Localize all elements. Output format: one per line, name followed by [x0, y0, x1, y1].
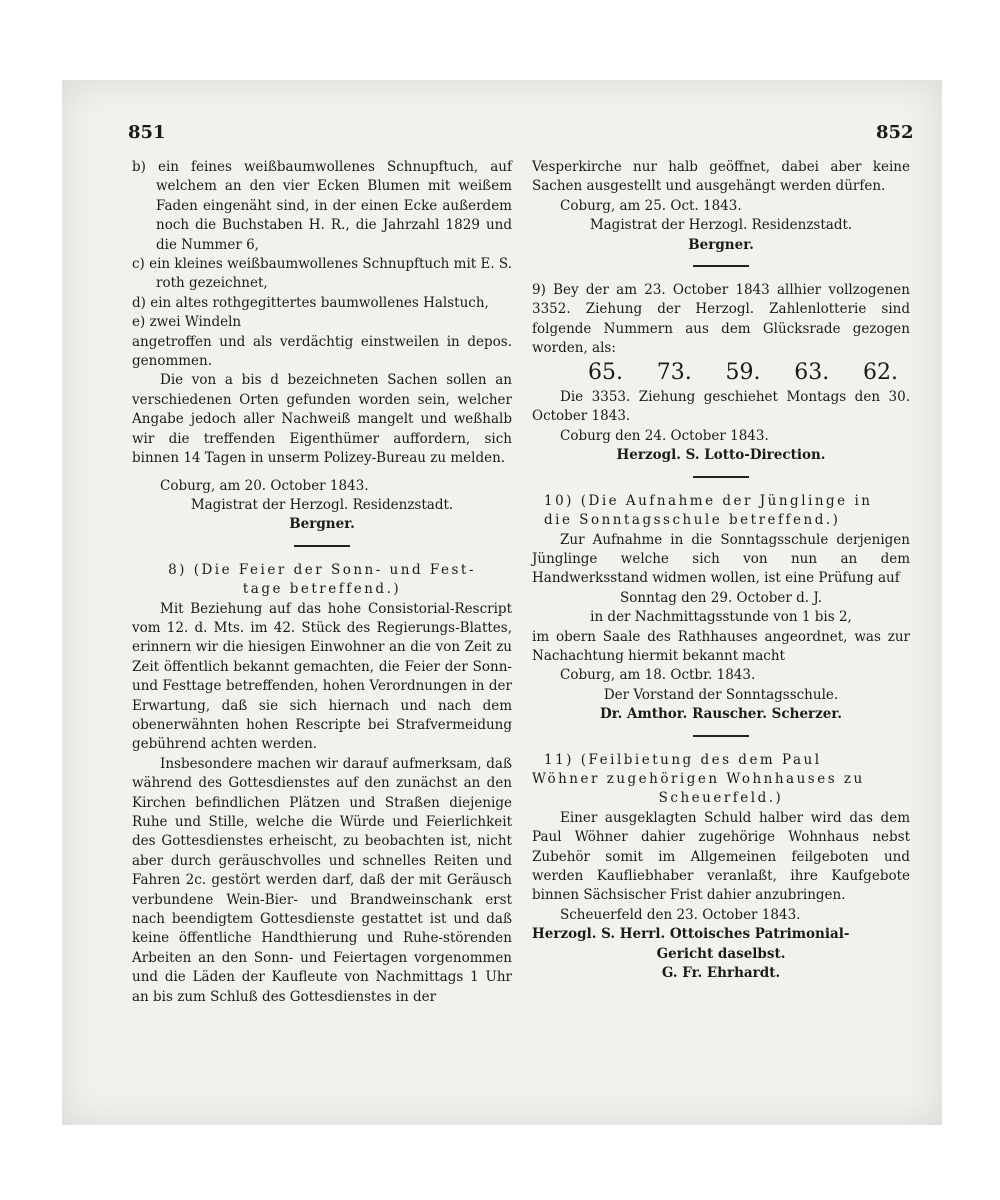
- section-10-time-line: in der Nachmittagsstunde von 1 bis 2,: [590, 609, 852, 626]
- section-8-paragraph-1: Mit Beziehung auf das hohe Consistorial-Rescript vom 12. d. Mts. im 42. Stück des Regierungs-Blattes, erinnern wir die hiesigen Einwohner an die von Zeit zu Zeit öffentlich bekannt gemachten, die Feier der Sonn- und Festtage betreffenden, hohen Verordnungen in der Erwartung, daß sie sich hiernach und nach dem obenerwähnten hohen Rescripte bei Strafvermeidung gebührend achten werden.: [132, 600, 512, 753]
- lotto-number: 62.: [863, 359, 898, 385]
- page-number-right: 852: [876, 122, 914, 143]
- section-11-signature: G. Fr. Ehrhardt.: [661, 965, 781, 982]
- list-item-c: c) ein kleines weißbaumwollenes Schnupftuch mit E. S. roth gezeichnet,: [132, 256, 512, 292]
- continued-text: Vesperkirche nur halb geöffnet, dabei aber keine Sachen ausgestellt und ausgehängt werden dürfen.: [532, 159, 910, 195]
- lotto-number: 73.: [656, 359, 692, 385]
- section-10-signatories: Dr. Amthor. Rauscher. Scherzer.: [600, 706, 842, 723]
- items-conclusion: angetroffen und als verdächtig einstweilen in depos. genommen.: [132, 333, 512, 370]
- section-10-authority: Der Vorstand der Sonntagsschule.: [603, 686, 839, 703]
- section-divider: [693, 735, 749, 737]
- place-date: Coburg, am 20. October 1843.: [160, 477, 369, 494]
- section-divider: [693, 476, 749, 478]
- section-11-title-cont: Wöhner zugehörigen Wohnhauses zu: [532, 770, 865, 787]
- section-11-body: Einer ausgeklagten Schuld halber wird das dem Paul Wöhner dahier zugehörige Wohnhaus nebst Zubehör somit im Allgemeinen feilgeboten und werden Kaufliebhaber veranlaßt, ihre Kaufgebote binnen Sächsischer Frist dahier anzubringen.: [532, 809, 910, 904]
- section-9-date: Coburg den 24. October 1843.: [560, 427, 769, 444]
- continued-date: Coburg, am 25. Oct. 1843.: [560, 197, 742, 214]
- signature: Bergner.: [289, 516, 355, 533]
- section-10-place-date: Coburg, am 18. Octbr. 1843.: [560, 667, 756, 684]
- lotto-number: 63.: [794, 359, 830, 385]
- section-divider: [294, 545, 350, 547]
- right-column: [532, 158, 910, 983]
- section-11-title-end: Scheuerfeld.): [658, 790, 784, 807]
- section-10-body: Zur Aufnahme in die Sonntagsschule derjenigen Jünglinge welche sich von nun an dem Handwerksstand widmen wollen, ist eine Prüfung auf: [532, 531, 910, 587]
- lotto-numbers: [532, 359, 910, 388]
- lotto-number: 59.: [725, 359, 761, 385]
- continued-authority: Magistrat der Herzogl. Residenzstadt.: [589, 217, 853, 234]
- continued-signature: Bergner.: [688, 236, 754, 253]
- section-10-body-2: im obern Saale des Rathhauses angeordnet, was zur Nachachtung hiermit bekannt macht: [532, 628, 910, 664]
- next-drawing: Die 3353. Ziehung geschiehet Montags den 30. October 1843.: [532, 389, 910, 425]
- section-10-date-line: Sonntag den 29. October d. J.: [620, 589, 822, 606]
- section-11-title: 11) (Feilbietung des dem Paul: [544, 751, 822, 768]
- left-column: [132, 158, 512, 1007]
- section-9-text: 9) Bey der am 23. October 1843 allhier vollzogenen 3352. Ziehung der Herzogl. Zahlenlotterie sind folgende Nummern aus dem Glücksrade gezogen worden, als:: [532, 282, 910, 357]
- section-8-title-cont: tage betreffend.): [242, 581, 402, 598]
- section-divider: [693, 265, 749, 267]
- section-11-court: Herzogl. S. Herrl. Ottoisches Patrimonial-: [532, 926, 850, 943]
- list-item-b: b) ein feines weißbaumwollenes Schnupftuch, auf welchem an den vier Ecken Blumen mit weißem Faden eingenäht sind, in der einen Ecke außerdem noch die Buchstaben H. R., die Jahrzahl 1829 und die Nummer 6,: [132, 159, 512, 253]
- section-8-paragraph-2: Insbesondere machen wir darauf aufmerksam, daß während des Gottesdienstes auf den zunächst an den Kirchen befindlichen Plätzen und Straßen diejenige Ruhe und Stille, welche die Würde und Feierlichkeit des Gottesdienstes erheischt, zu beobachten ist, nicht aber durch geräuschvolles und schnelles Reiten und Fahren 2c. gestört werden darf, daß der mit Geräusch verbundene Wein-Bier- und Brandweinschank erst nach beendigtem Gottesdienste gestattet ist und daß keine öffentliche Handthierung und Ruhe-störenden Arbeiten an den Sonn- und Feiertagen vorgenommen und die Läden der Kaufleute von Nachmittags 1 Uhr an bis zum Schluß des Gottesdienstes in der: [132, 755, 512, 1005]
- list-item-e: e) zwei Windeln: [132, 314, 242, 331]
- notice-body: Die von a bis d bezeichneten Sachen sollen an verschiedenen Orten gefunden worden sein, welcher Angabe jedoch aller Nachweiß mangelt und weßhalb wir die treffenden Eigenthümer auffordern, sich binnen 14 Tagen in unserm Polizey-Bureau zu melden.: [132, 372, 512, 467]
- lotto-number: 65.: [588, 359, 623, 385]
- section-9-signature: Herzogl. S. Lotto-Direction.: [616, 447, 826, 464]
- section-11-court-cont: Gericht daselbst.: [656, 945, 786, 962]
- list-item-d: d) ein altes rothgegittertes baumwollenes Halstuch,: [132, 294, 489, 311]
- section-8-title: 8) (Die Feier der Sonn- und Fest-: [168, 561, 476, 578]
- page-number-left: 851: [128, 122, 166, 143]
- section-10-title: 10) (Die Aufnahme der Jünglinge in: [544, 492, 873, 509]
- section-11-place-date: Scheuerfeld den 23. October 1843.: [560, 906, 801, 923]
- authority: Magistrat der Herzogl. Residenzstadt.: [190, 496, 454, 513]
- section-10-title-cont: die Sonntagsschule betreffend.): [544, 512, 841, 529]
